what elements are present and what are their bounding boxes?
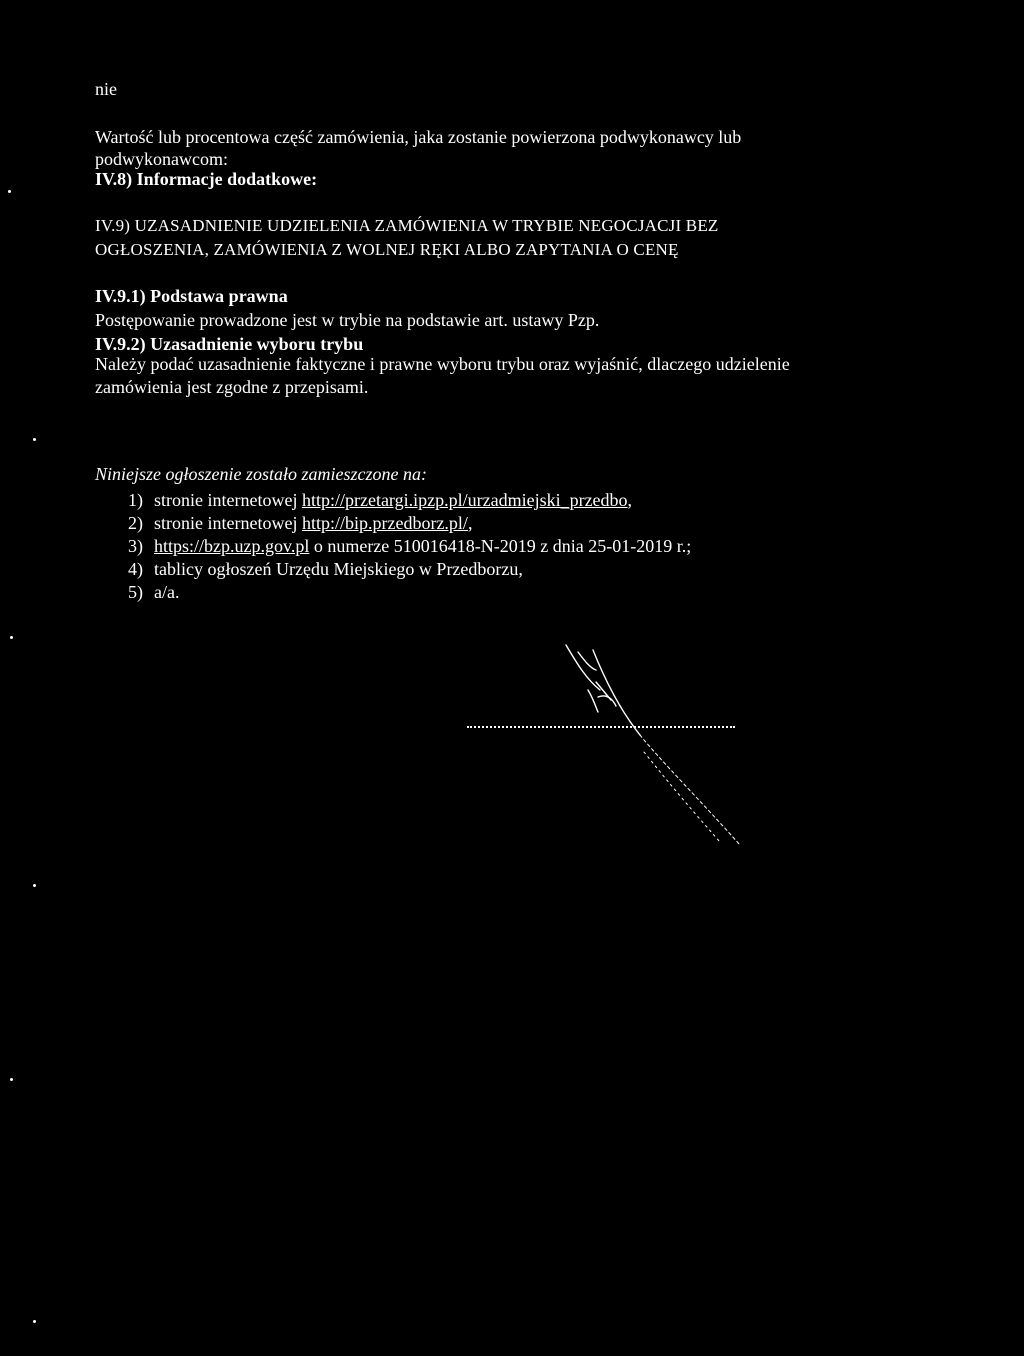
top-word: nie — [95, 79, 117, 99]
iv91-heading: IV.9.1) Podstawa prawna — [95, 286, 288, 306]
placement-suffix: , — [627, 490, 633, 510]
placement-number: 3) — [128, 536, 143, 556]
placement-prefix: stronie internetowej — [154, 490, 302, 510]
iv9-heading-line-1: IV.9) UZASADNIENIE UDZIELENIA ZAMÓWIENIA W TRYBIE NEGOCJACJI BEZ — [95, 216, 719, 235]
placement-prefix: stronie internetowej — [154, 513, 302, 533]
wartosc-line-1: Wartość lub procentowa część zamówienia, jaka zostanie powierzona podwykonawcy lub — [95, 127, 742, 147]
placement-link[interactable]: http://przetargi.ipzp.pl/urzadmiejski_przedbo — [301, 490, 628, 510]
placement-link[interactable]: https://bzp.uzp.gov.pl — [154, 536, 310, 556]
placement-suffix: , — [467, 513, 473, 533]
placement-number: 5) — [128, 582, 143, 602]
placement-number: 1) — [128, 490, 143, 510]
placement-number: 2) — [128, 513, 143, 533]
iv92-text-line-1: Należy podać uzasadnienie faktyczne i prawne wyboru trybu oraz wyjaśnić, dlaczego udzielenie — [95, 354, 790, 374]
scan-speck — [8, 190, 11, 193]
scan-speck — [10, 1078, 13, 1081]
wartosc-line-2: podwykonawcom: — [95, 149, 228, 169]
iv9-heading-line-2: OGŁOSZENIA, ZAMÓWIENIA Z WOLNEJ RĘKI ALBO ZAPYTANIA O CENĘ — [95, 240, 679, 259]
placement-link[interactable]: http://bip.przedborz.pl/ — [301, 513, 468, 533]
placement-prefix: a/a. — [154, 582, 180, 602]
iv8-heading: IV.8) Informacje dodatkowe: — [95, 169, 318, 189]
scan-speck — [33, 438, 36, 441]
scan-speck — [33, 884, 36, 887]
scan-speck — [10, 636, 13, 639]
iv92-text-line-2: zamówienia jest zgodne z przepisami. — [95, 377, 369, 397]
scan-speck — [33, 1320, 36, 1323]
placement-prefix: tablicy ogłoszeń Urzędu Miejskiego w Przedborzu, — [154, 559, 523, 579]
iv92-heading: IV.9.2) Uzasadnienie wyboru trybu — [95, 334, 364, 354]
placement-suffix: o numerze 510016418-N-2019 z dnia 25-01-2019 r.; — [309, 536, 692, 556]
placement-heading: Niniejsze ogłoszenie zostało zamieszczone na: — [95, 464, 427, 484]
iv91-text: Postępowanie prowadzone jest w trybie na podstawie art. ustawy Pzp. — [95, 310, 600, 330]
placement-number: 4) — [128, 559, 143, 579]
